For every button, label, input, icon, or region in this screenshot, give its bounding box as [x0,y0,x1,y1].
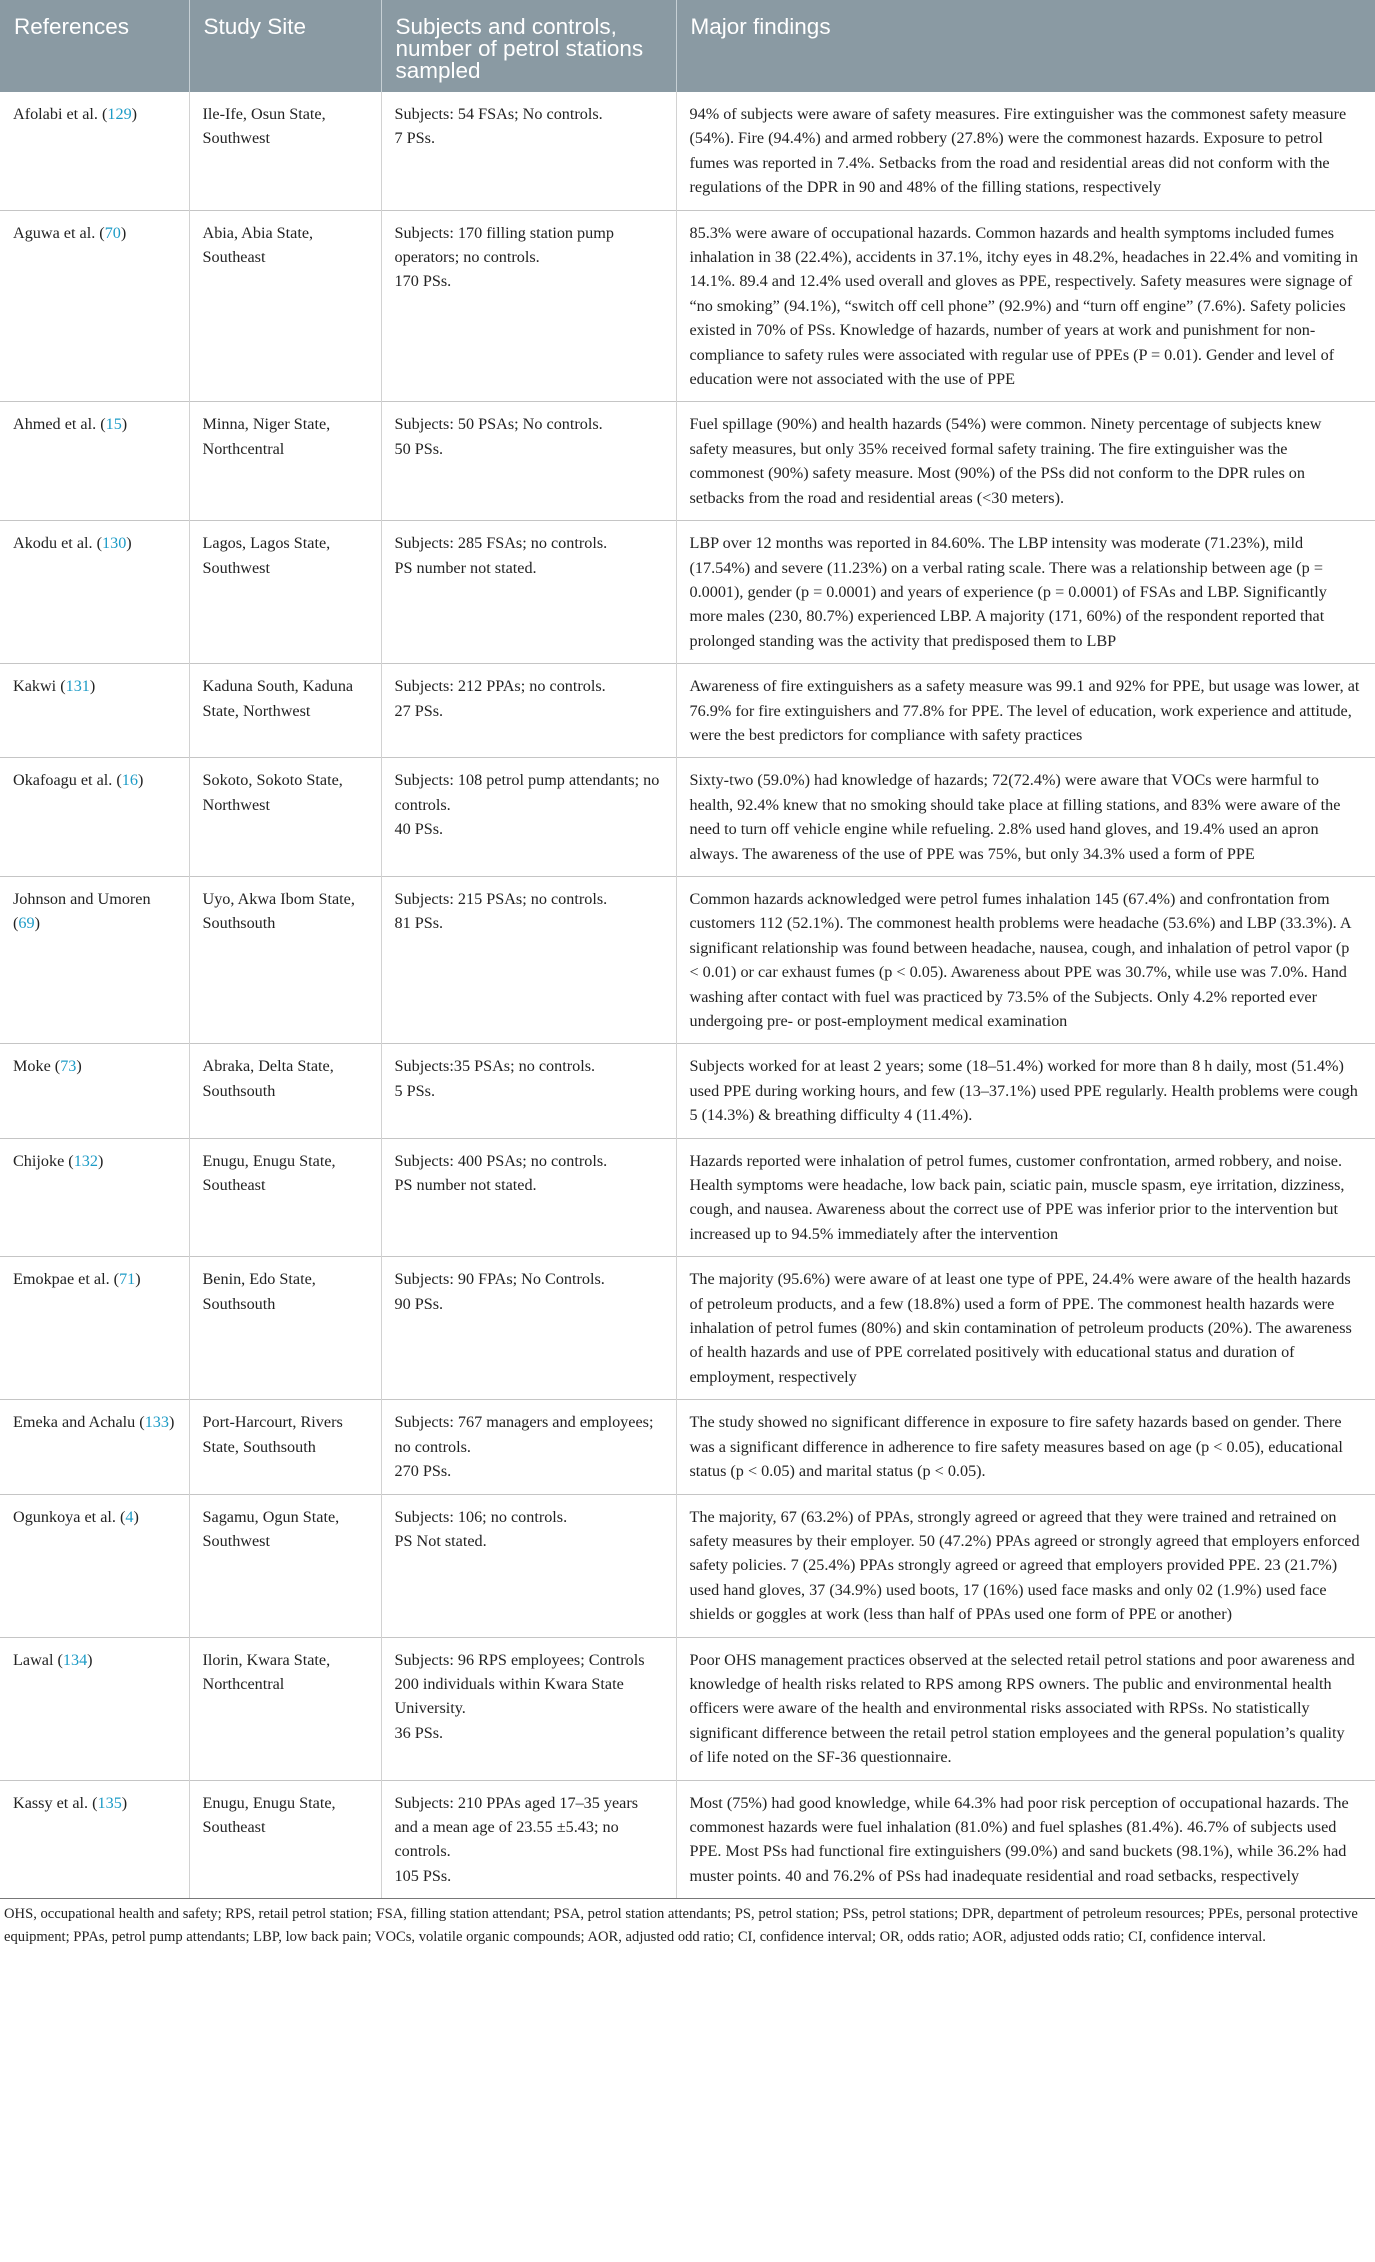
reference-cell [0,664,189,758]
reference-close: ) [137,771,144,790]
reference-cell [0,876,189,1043]
subjects-cell: Subjects: 767 managers and employees; no controls. 270 PSs. [381,1400,676,1494]
header-subjects: Subjects and controls, number of petrol stations sampled [381,0,676,92]
reference-cell [0,1637,189,1780]
table-row [0,92,1375,210]
findings-cell: LBP over 12 months was reported in 84.60%. The LBP intensity was moderate (71.23%), mild (17.54%) and severe (11.23%) on a verbal rating scale. There was a relationship between age (p = 0.0001), gender (p = 0.0001) and years of experience (p = 0.0001) of FSAs and LBP. Significantly more males (230, 80.7%) experienced LBP. A majority (171, 60%) of the respondent reported that prolonged standing was the activity that predisposed them to LBP [676,521,1375,664]
reference-author: Moke ( [13,1057,61,1076]
subjects-cell: Subjects: 210 PPAs aged 17–35 years and a mean age of 23.55 ±5.43; no controls. 105 PSs. [381,1780,676,1898]
reference-close: ) [121,415,128,434]
reference-cell [0,758,189,877]
reference-cell [0,92,189,210]
reference-author: Kassy et al. ( [13,1793,98,1812]
subjects-cell: Subjects: 212 PPAs; no controls. 27 PSs. [381,664,676,758]
reference-author: Okafoagu et al. ( [13,771,122,790]
study-site-cell: Kaduna South, Kaduna State, Northwest [189,664,381,758]
table-row [0,1138,1375,1257]
reference-close: ) [87,1650,93,1669]
header-study-site: Study Site [189,0,381,92]
subjects-cell: Subjects: 54 FSAs; No controls. 7 PSs. [381,92,676,210]
findings-cell: 85.3% were aware of occupational hazards. Common hazards and health symptoms included fumes inhalation in 38 (22.4%), accidents in 37.1%, itchy eyes in 48.2%, headaches in 22.4% and vomiting in 14.1%. 89.4 and 12.4% used overall and gloves as PPE, respectively. Safety measures were signage of “no smoking” (94.1%), “switch off cell phone” (92.9%) and “turn off engine” (7.6%). Safety policies existed in 70% of PSs. Knowledge of hazards, number of years at work and punishment for non-compliance to safety rules were associated with regular use of PPEs (P = 0.01). Gender and level of education were not associated with the use of PPE [676,210,1375,402]
reference-cell [0,1257,189,1400]
citation-link[interactable]: 133 [144,1413,169,1432]
reference-author: Emeka and Achalu ( [13,1413,145,1432]
citation-link[interactable]: 15 [105,415,122,434]
study-site-cell: Minna, Niger State, Northcentral [189,402,381,521]
reference-author: Chijoke ( [13,1151,74,1170]
study-site-cell: Enugu, Enugu State, Southeast [189,1780,381,1898]
reference-author: Akodu et al. ( [13,534,103,553]
table-row [0,664,1375,758]
findings-cell: Fuel spillage (90%) and health hazards (54%) were common. Ninety percentage of subjects knew safety measures, but only 35% received formal safety training. The fire extinguisher was the commonest (90%) safety measure. Most (90%) of the PSs did not conform to the DPR rules on setbacks from the road and residential areas (<30 meters). [676,402,1375,521]
citation-link[interactable]: 134 [62,1650,88,1669]
findings-cell: Subjects worked for at least 2 years; some (18–51.4%) worked for more than 8 h daily, most (51.4%) used PPE during working hours, and few (13–37.1%) used PPE regularly. Health problems were cough 5 (14.3%) & breathing difficulty 4 (11.4%). [676,1044,1375,1138]
reference-cell [0,1138,189,1257]
study-site-cell: Port-Harcourt, Rivers State, Southsouth [189,1400,381,1494]
reference-cell [0,402,189,521]
reference-author: Ahmed et al. ( [13,415,106,434]
reference-close: ) [135,1270,141,1289]
reference-close: ) [34,914,40,933]
subjects-cell: Subjects: 215 PSAs; no controls. 81 PSs. [381,876,676,1043]
reference-cell [0,210,189,402]
citation-link[interactable]: 71 [119,1270,136,1289]
table-row [0,758,1375,877]
study-site-cell: Benin, Edo State, Southsouth [189,1257,381,1400]
reference-close: ) [120,223,127,242]
citation-link[interactable]: 69 [18,914,35,933]
study-site-cell: Abia, Abia State, Southeast [189,210,381,402]
citation-link[interactable]: 73 [60,1057,77,1076]
study-site-cell: Uyo, Akwa Ibom State, Southsouth [189,876,381,1043]
reference-close: ) [133,1507,139,1526]
table-row [0,1044,1375,1138]
findings-cell: Most (75%) had good knowledge, while 64.3% had poor risk perception of occupational hazards. The commonest hazards were fuel inhalation (81.0%) and fuel splashes (81.4%). 46.7% of subjects used PPE. Most PSs had functional fire extinguishers (99.0%) and sand buckets (98.1%), while 36.2% had muster points. 40 and 76.2% of PSs had inadequate residential and road setbacks, respectively [676,1780,1375,1898]
header-major-findings: Major findings [676,0,1375,92]
findings-cell: Hazards reported were inhalation of petrol fumes, customer confrontation, armed robbery, and noise. Health symptoms were headache, low back pain, sciatic pain, muscle spasm, eye irritation, dizziness, cough, and nausea. Awareness about the correct use of PPE was inferior prior to the intervention but increased up to 94.5% immediately after the intervention [676,1138,1375,1257]
reference-author: Afolabi et al. ( [13,105,108,123]
reference-close: ) [97,1151,104,1170]
citation-link[interactable]: 135 [97,1793,122,1812]
study-site-cell: Sokoto, Sokoto State, Northwest [189,758,381,877]
citation-link[interactable]: 131 [65,677,90,696]
findings-cell: Poor OHS management practices observed at the selected retail petrol stations and poor awareness and knowledge of health risks related to RPS among RPS owners. The public and environmental health officers were aware of the health and environmental risks associated with RPSs. No statistically significant difference between the retail petrol station employees and the general population’s quality of life noted on the SF-36 questionnaire. [676,1637,1375,1780]
table-body [0,92,1375,1898]
subjects-cell: Subjects: 170 filling station pump operators; no controls. 170 PSs. [381,210,676,402]
reference-cell [0,521,189,664]
subjects-cell: Subjects:35 PSAs; no controls. 5 PSs. [381,1044,676,1138]
reference-close: ) [76,1057,82,1076]
reference-author: Kakwi ( [13,677,66,696]
subjects-cell: Subjects: 285 FSAs; no controls. PS number not stated. [381,521,676,664]
table-row [0,1257,1375,1400]
reference-cell [0,1044,189,1138]
table-footnote: OHS, occupational health and safety; RPS, retail petrol station; FSA, filling station attendant; PSA, petrol station attendants; PS, petrol station; PSs, petrol stations; DPR, department of petroleum resources; PPEs, personal protective equipment; PPAs, petrol pump attendants; LBP, low back pain; VOCs, volatile organic compounds; AOR, adjusted odd ratio; CI, confidence interval; OR, odds ratio; AOR, adjusted odds ratio; CI, confidence interval. [0,1898,1375,1948]
study-site-cell: Sagamu, Ogun State, Southwest [189,1494,381,1637]
findings-cell: Sixty-two (59.0%) had knowledge of hazards; 72(72.4%) were aware that VOCs were harmful to health, 92.4% knew that no smoking should take place at filling stations, and 83% were aware of the need to turn off vehicle engine while refueling. 2.8% used hand gloves, and 19.4% used an apron always. The awareness of the use of PPE was 75%, but only 34.3% used a form of PPE [676,758,1375,877]
citation-link[interactable]: 70 [104,223,121,242]
reference-author: Ogunkoya et al. ( [13,1507,126,1526]
findings-cell: The majority, 67 (63.2%) of PPAs, strongly agreed or agreed that they were trained and retrained on safety measures by their employer. 50 (47.2%) PPAs agreed or strongly agreed that employers enforced safety policies. 7 (25.4%) PPAs strongly agreed or agreed that employers provided PPE. 23 (21.7%) used hand gloves, 37 (34.9%) used boots, 17 (16%) used face masks and only 02 (1.9%) used face shields or goggles at work (less than half of PPAs used one form of PPE or another) [676,1494,1375,1637]
subjects-cell: Subjects: 106; no controls. PS Not stated. [381,1494,676,1637]
reference-cell [0,1494,189,1637]
table-row [0,521,1375,664]
citation-link[interactable]: 4 [125,1507,134,1526]
reference-close: ) [126,534,132,553]
reference-author: Aguwa et al. ( [13,223,105,242]
study-site-cell: Lagos, Lagos State, Southwest [189,521,381,664]
findings-cell: The majority (95.6%) were aware of at least one type of PPE, 24.4% were aware of the health hazards of petroleum products, and a few (18.8%) used a form of PPE. The commonest health hazards were inhalation of petrol fumes (80%) and skin contamination of petroleum products (20%). The awareness of health hazards and use of PPE correlated positively with educational status and duration of employment, respectively [676,1257,1375,1400]
subjects-cell: Subjects: 108 petrol pump attendants; no controls. 40 PSs. [381,758,676,877]
citation-link[interactable]: 16 [121,771,138,790]
reference-author: Johnson and Umoren ( [13,889,151,933]
reference-author: Emokpae et al. ( [13,1270,120,1289]
citation-link[interactable]: 129 [107,105,132,123]
reference-author: Lawal ( [13,1650,63,1669]
study-site-cell: Enugu, Enugu State, Southeast [189,1138,381,1257]
reference-cell [0,1400,189,1494]
reference-close: ) [89,677,96,696]
reference-close: ) [131,105,138,123]
study-site-cell: Abraka, Delta State, Southsouth [189,1044,381,1138]
subjects-cell: Subjects: 50 PSAs; No controls. 50 PSs. [381,402,676,521]
table-row [0,1494,1375,1637]
table-row [0,876,1375,1043]
table-row [0,1780,1375,1898]
reference-cell [0,1780,189,1898]
table-row [0,402,1375,521]
table-row [0,210,1375,402]
subjects-cell: Subjects: 90 FPAs; No Controls. 90 PSs. [381,1257,676,1400]
table-header [0,0,1375,92]
citation-link[interactable]: 130 [102,534,127,553]
reference-close: ) [168,1413,175,1432]
citation-link[interactable]: 132 [73,1151,98,1170]
reference-close: ) [121,1793,128,1812]
table-row [0,1637,1375,1780]
table-row [0,1400,1375,1494]
findings-cell: Awareness of fire extinguishers as a safety measure was 99.1 and 92% for PPE, but usage was lower, at 76.9% for fire extinguishers and 77.8% for PPE. The level of education, work experience and attitude, were the best predictors for compliance with safety practices [676,664,1375,758]
findings-cell: 94% of subjects were aware of safety measures. Fire extinguisher was the commonest safety measure (54%). Fire (94.4%) and armed robbery (27.8%) were the commonest hazards. Exposure to petrol fumes was reported in 7.4%. Setbacks from the road and residential areas did not conform with the regulations of the DPR in 90 and 48% of the filling stations, respectively [676,92,1375,210]
subjects-cell: Subjects: 96 RPS employees; Controls 200 individuals within Kwara State University. 36 PSs. [381,1637,676,1780]
findings-cell: Common hazards acknowledged were petrol fumes inhalation 145 (67.4%) and confrontation from customers 112 (52.1%). The commonest health problems were headache (53.6%) and LBP (33.3%). A significant relationship was found between headache, nausea, cough, and inhalation of petrol vapor (p < 0.01) or car exhaust fumes (p < 0.05). Awareness about PPE was 30.7%, while use was 7.0%. Hand washing after contact with fuel was practiced by 73.5% of the Subjects. Only 4.2% reported ever undergoing pre- or post-employment medical examination [676,876,1375,1043]
header-references: References [0,0,189,92]
study-site-cell: Ile-Ife, Osun State, Southwest [189,92,381,210]
study-site-cell: Ilorin, Kwara State, Northcentral [189,1637,381,1780]
subjects-cell: Subjects: 400 PSAs; no controls. PS number not stated. [381,1138,676,1257]
findings-cell: The study showed no significant difference in exposure to fire safety hazards based on gender. There was a significant difference in adherence to fire safety measures based on age (p < 0.05), educational status (p < 0.05) and marital status (p < 0.05). [676,1400,1375,1494]
